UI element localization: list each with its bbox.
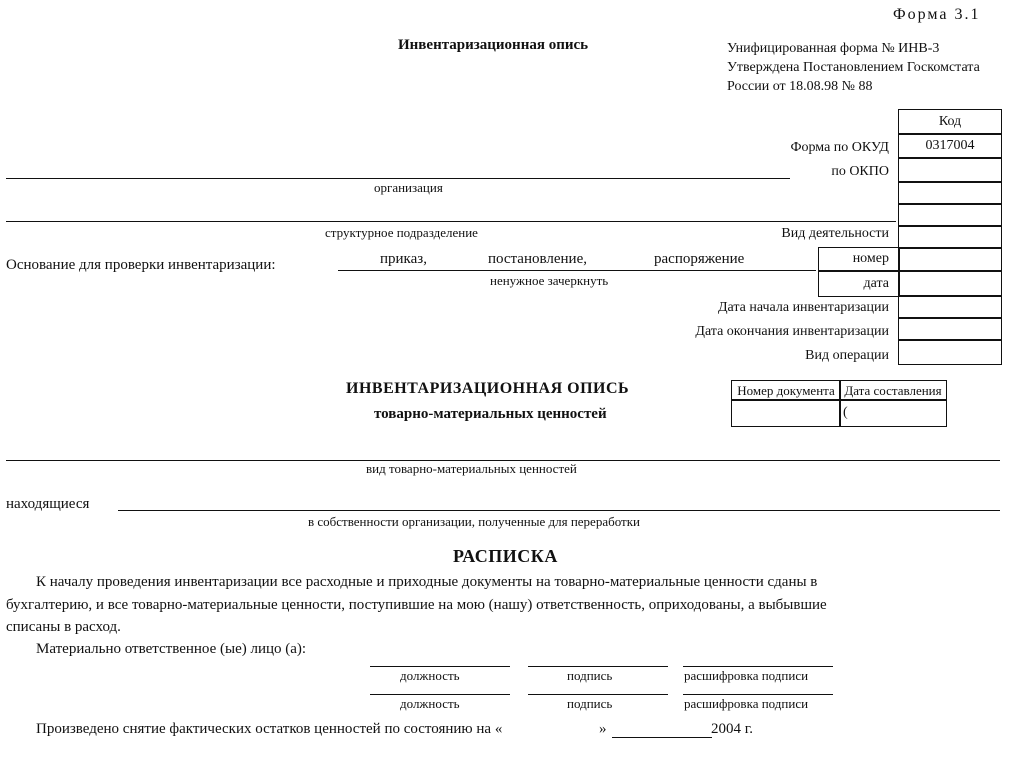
organization-caption: организация bbox=[374, 180, 443, 195]
strike-caption: ненужное зачеркнуть bbox=[490, 273, 609, 288]
activity-label: Вид деятельности bbox=[781, 226, 889, 241]
signature-caption: подпись bbox=[567, 696, 613, 711]
final-quote: » bbox=[599, 721, 607, 737]
position-line[interactable] bbox=[370, 694, 510, 695]
activity-value-cell[interactable] bbox=[898, 225, 1002, 249]
responsible-label: Материально ответственное (ые) лицо (а): bbox=[36, 641, 307, 657]
start-date-label: Дата начала инвентаризации bbox=[717, 300, 889, 315]
receipt-paragraph-line-2: бухгалтерию, и все товарно-материальные ценности, поступившие на мою (нашу) ответственность, оприходованы, а выбывшие bbox=[6, 597, 827, 613]
okud-value-cell: 0317004 bbox=[898, 133, 1002, 159]
doc-number-header: Номер документа bbox=[731, 380, 841, 401]
approved-date-label: России от 18.08.98 № 88 bbox=[727, 79, 873, 94]
decode-caption: расшифровка подписи bbox=[684, 668, 809, 683]
basis-line[interactable] bbox=[338, 270, 816, 271]
position-caption: должность bbox=[400, 696, 460, 711]
final-statement: Произведено снятие фактических остатков ценностей по состоянию на « bbox=[36, 721, 503, 737]
date-value-cell[interactable] bbox=[898, 270, 1002, 297]
basis-option-directive[interactable]: распоряжение bbox=[654, 251, 745, 267]
operation-label: Вид операции bbox=[805, 348, 889, 363]
basis-option-resolution[interactable]: постановление, bbox=[488, 251, 587, 267]
date-fill-line[interactable] bbox=[612, 737, 712, 738]
code-header-cell: Код bbox=[898, 109, 1002, 135]
main-title: ИНВЕНТАРИЗАЦИОННАЯ ОПИСЬ bbox=[346, 380, 630, 397]
doc-date-value[interactable]: ( bbox=[839, 399, 947, 427]
unified-form-label: Унифицированная форма № ИНВ-3 bbox=[727, 41, 940, 56]
okpo-value-cell[interactable] bbox=[898, 157, 1002, 183]
doc-number-value[interactable] bbox=[731, 399, 841, 427]
receipt-paragraph-line-1: К началу проведения инвентаризации все расходные и приходные документы на товарно-материальные ценности сданы в bbox=[36, 574, 818, 590]
okud-label: Форма по ОКУД bbox=[790, 140, 889, 155]
position-line[interactable] bbox=[370, 666, 510, 667]
end-date-label: Дата окончания инвентаризации bbox=[695, 324, 889, 339]
start-date-value-cell[interactable] bbox=[898, 295, 1002, 319]
subdivision-caption: структурное подразделение bbox=[325, 225, 478, 240]
blank-code-cell-2[interactable] bbox=[898, 203, 1002, 227]
final-year: 2004 г. bbox=[711, 721, 753, 737]
receipt-title: РАСПИСКА bbox=[453, 546, 558, 566]
basis-label: Основание для проверки инвентаризации: bbox=[6, 257, 276, 273]
subdivision-line[interactable] bbox=[6, 221, 896, 222]
doc-date-header: Дата составления bbox=[839, 380, 947, 401]
organization-line[interactable] bbox=[6, 178, 790, 179]
operation-value-cell[interactable] bbox=[898, 339, 1002, 365]
signature-line[interactable] bbox=[528, 666, 668, 667]
receipt-paragraph-line-3: списаны в расход. bbox=[6, 619, 121, 635]
signature-caption: подпись bbox=[567, 668, 613, 683]
number-label-cell: номер bbox=[818, 247, 900, 272]
main-subtitle: товарно-материальных ценностей bbox=[374, 406, 607, 422]
signature-line[interactable] bbox=[528, 694, 668, 695]
end-date-value-cell[interactable] bbox=[898, 317, 1002, 341]
number-value-cell[interactable] bbox=[898, 247, 1002, 272]
decode-line[interactable] bbox=[683, 694, 833, 695]
goods-kind-caption: вид товарно-материальных ценностей bbox=[366, 461, 577, 476]
decode-line[interactable] bbox=[683, 666, 833, 667]
approved-label: Утверждена Постановлением Госкомстата bbox=[727, 60, 980, 75]
okpo-label: по ОКПО bbox=[831, 164, 889, 179]
form-number: Форма 3.1 bbox=[893, 6, 981, 23]
located-line[interactable] bbox=[118, 510, 1000, 511]
basis-option-order[interactable]: приказ, bbox=[380, 251, 427, 267]
located-label: находящиеся bbox=[6, 496, 90, 512]
decode-caption: расшифровка подписи bbox=[684, 696, 809, 711]
ownership-caption: в собственности организации, полученные для переработки bbox=[308, 514, 640, 529]
blank-code-cell-1[interactable] bbox=[898, 181, 1002, 205]
position-caption: должность bbox=[400, 668, 460, 683]
page-title: Инвентаризационная опись bbox=[398, 37, 589, 53]
date-label-cell: дата bbox=[818, 270, 900, 297]
